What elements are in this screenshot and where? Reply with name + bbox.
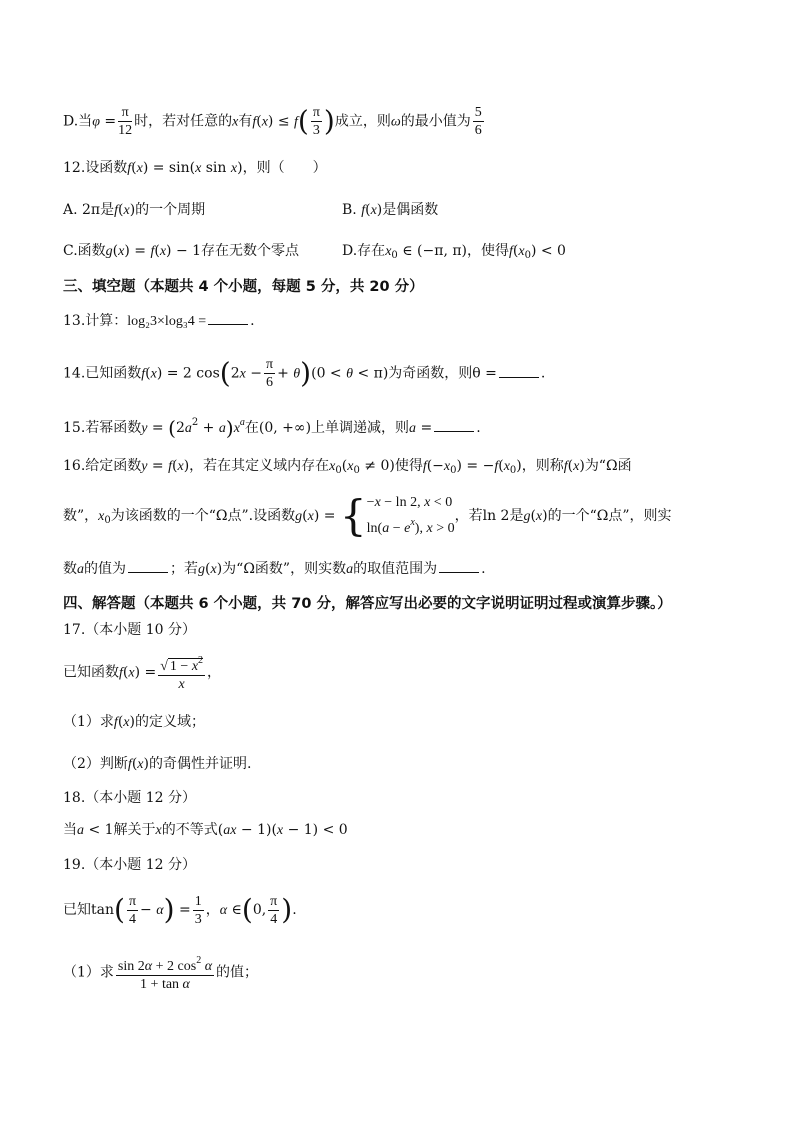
q16-line-2: 数”，$x_0$为该函数的一个“Ω点”.设函数g(x) = { −x − ln 2, x < 0 $\ln(a - e^x)$, x > 0 ，若ln 2是g(x)的一个“Ω点”，则实	[63, 491, 672, 540]
q16-text-12: ；若	[170, 561, 198, 577]
q19-header: 19.（本小题 12 分）	[63, 857, 196, 873]
q17-stem: 已知函数f(x) = $\frac{√ 1 - x^2}{x}$ ，	[63, 652, 221, 694]
q19-part-1-text: 的值；	[216, 964, 259, 981]
q13-label: 13.计算：	[63, 313, 128, 329]
q17-part-1-text: 的定义域；	[134, 714, 205, 730]
q11d-label: D.当	[63, 113, 93, 130]
q16-answer-blank-2	[439, 558, 479, 573]
q16-text-14: 的取值范围为	[353, 561, 438, 577]
q17-header: 17.（本小题 10 分）	[63, 622, 196, 638]
q18-text-2: 解关于	[113, 822, 156, 838]
q15-text-1: 在	[244, 420, 259, 436]
q12-option-d-text: ，使得	[467, 243, 510, 259]
q16-text-9: 的一个“Ω点”，则实	[547, 508, 672, 524]
q16-text-8: ，若ln 2是	[454, 508, 524, 524]
q14-tail: 为奇函数，则θ =	[388, 365, 497, 382]
q15: 15.若幂函数$y = (2a^2 + a)x^a$在(0, +∞)上单调递减，则a = .	[63, 416, 481, 440]
q13: 13.计算：log₂3×log₃4 = .	[63, 310, 255, 332]
q17-part-2: （2）判断f(x)的奇偶性并证明.	[63, 756, 252, 772]
q11d-text-3: 成立，则	[334, 113, 391, 130]
q12-option-a: A. 2π是f(x)的一个周期	[63, 202, 206, 218]
q16-answer-blank-1	[128, 558, 168, 573]
q17-part-1: （1）求f(x)的定义域；	[63, 714, 205, 730]
q16-text-4: ，则称	[521, 458, 564, 474]
q12-stem: 12.设函数f(x) = sin(x sin x)，则（ ）	[63, 160, 327, 176]
q12-option-c-text: 存在无数个零点	[201, 243, 300, 259]
q17-stem-label: 已知函数	[63, 664, 119, 681]
q16-line-3: 数a的值为 ；若g(x)为“Ω函数”，则实数a的取值范围为 .	[63, 558, 486, 580]
q18-text-3: 的不等式	[161, 822, 218, 838]
q19-stem: 已知tan( $\frac{\pi}{4}$ − α) = $\frac{1}{3}$ ，α ∈(0, $\frac{\pi}{4}$ ).	[63, 893, 297, 927]
section-4-title: 四、解答题（本题共 6 个小题，共 70 分，解答应写出必要的文字说明证明过程或演算步骤。）	[63, 596, 672, 612]
q16-text-7: 为该函数的一个“Ω点”.设函数	[110, 508, 296, 524]
q12-option-b-label: B.	[342, 202, 357, 218]
q16-text-13: 为“Ω函数”，则实数	[222, 561, 347, 577]
q16-line-1: 16.给定函数y = f(x)，若在其定义域内存在$x_0(x_0 \ne 0)$使得$f(-x_0) = -f(x_0)$，则称f(x)为“Ω函	[63, 458, 632, 476]
q19-stem-label: 已知	[63, 902, 91, 918]
q16-text-6: 数”，	[63, 508, 99, 524]
q12-option-a-label: A. 2π是	[63, 202, 115, 218]
q12-tail: ，则（ ）	[242, 160, 327, 176]
q14: 14.已知函数f(x) = 2 cos(2x − $\frac{\pi}{6}$ + θ)(0 < θ < π)为奇函数，则θ = .	[63, 356, 546, 390]
q18-text-1: 当	[63, 822, 77, 838]
q13-expression: log₂3×log₃4 =	[127, 314, 207, 329]
q12-option-b: B. f(x)是偶函数	[342, 202, 439, 218]
q19-part-1: （1）求 $\frac{\sin 2\alpha + 2 \cos^2 \alpha}{\text{1 + tan α}}$ 的值；	[63, 952, 258, 993]
q18-header: 18.（本小题 12 分）	[63, 790, 196, 806]
q17-part-2-label: （2）判断	[63, 756, 128, 772]
q11d-text-2: 有	[238, 113, 253, 130]
q11d-text-1: 时，若对任意的	[134, 113, 233, 130]
q12-label: 12.设函数	[63, 160, 128, 176]
q14-label: 14.已知函数	[63, 365, 142, 382]
q16-text-5: 为“Ω函	[584, 458, 632, 474]
q17-part-1-label: （1）求	[63, 714, 114, 730]
q16-text-1: 16.给定函数	[63, 458, 142, 474]
q16-text-10: 数	[63, 561, 77, 577]
q18-stem: 当a < 1解关于x的不等式(ax − 1)(x − 1) < 0	[63, 822, 348, 838]
q12-option-a-text: 的一个周期	[135, 202, 206, 218]
section-3-title: 三、填空题（本题共 4 个小题，每题 5 分，共 20 分）	[63, 279, 424, 295]
q12-option-b-text: 是偶函数	[382, 202, 439, 218]
q19-part-1-label: （1）求	[63, 964, 114, 981]
q12-option-d: D.存在$x_0$ ∈ (−π, π)，使得$f(x_0) < 0$	[342, 243, 566, 261]
q12-option-d-label: D.存在	[342, 243, 386, 259]
q12-option-c: C.函数g(x) = f(x) − 1存在无数个零点	[63, 243, 300, 259]
q16-text-2: ，若在其定义域内存在	[189, 458, 330, 474]
q16-text-3: 使得	[394, 458, 423, 474]
q12-option-c-label: C.函数	[63, 243, 106, 259]
q15-answer-blank	[434, 417, 474, 432]
q16-text-11: 的值为	[84, 561, 126, 577]
q13-answer-blank	[208, 310, 248, 325]
q15-text-2: 上单调递减，则	[311, 420, 410, 436]
q11-option-d: D.当φ = $\frac{\pi}{12}$ 时，若对任意的x有f(x) ≤ f( $\frac{\pi}{3}$ )成立，则ω的最小值为 $\frac{5}{6}$	[63, 104, 482, 138]
q14-answer-blank	[499, 363, 539, 378]
q11d-text-4: 的最小值为	[400, 113, 471, 130]
q17-part-2-text: 的奇偶性并证明.	[148, 756, 252, 772]
q15-label: 15.若幂函数	[63, 420, 142, 436]
